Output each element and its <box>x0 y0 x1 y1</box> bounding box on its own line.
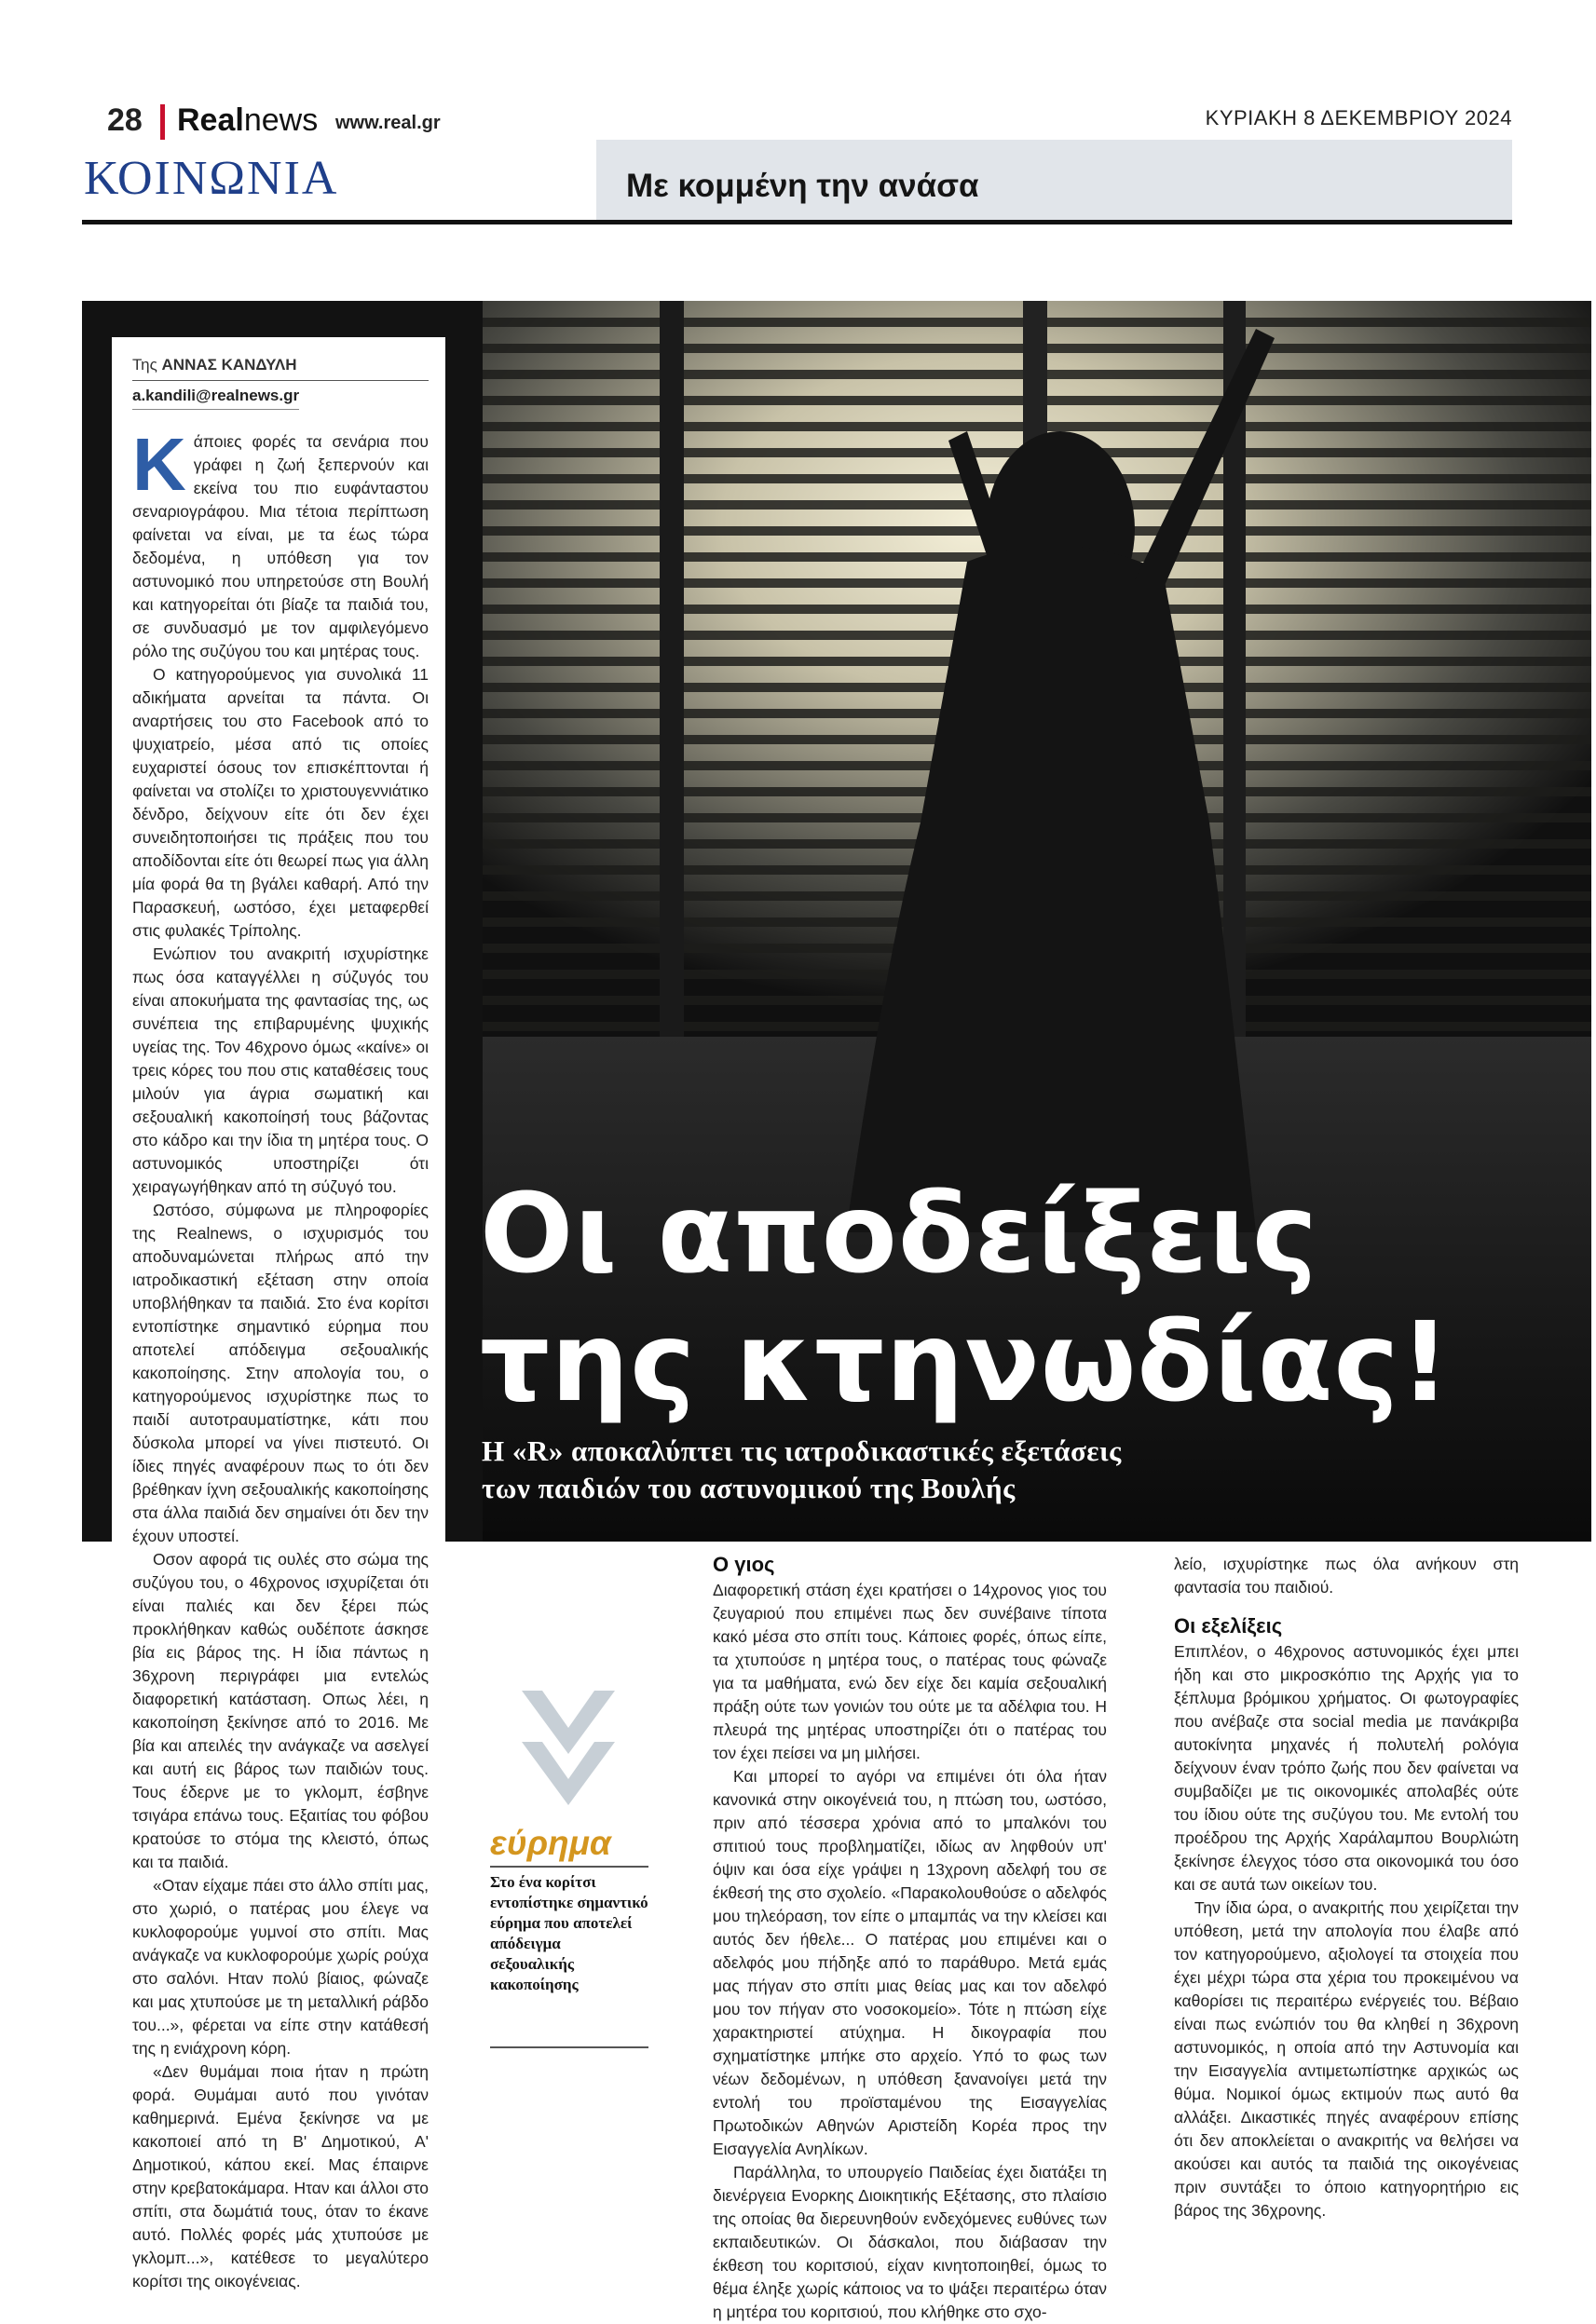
byline <box>132 356 429 381</box>
paragraph <box>132 423 429 663</box>
byline-author: ΑΝΝΑΣ ΚΑΝΔΥΛΗ <box>161 356 297 374</box>
double-chevron-icon <box>522 1691 615 1812</box>
paragraph: Παράλληλα, το υπουργείο Παιδείας έχει διατάξει τη διενέργεια Ενορκης Διοικητικής Εξέτασης, στο πλαίσιο της οποίας θα διερευνηθούν ενδεχόμενες ευθύνες των εκπαιδευτικών. Οι δάσκαλοι, που διάβασαν την έκθεση του κοριτσιού, είχαν κινητοποιηθεί, όμως το θέμα έληξε χωρίς κάποιος να το ψάξει περαιτέρω όταν η μητέρα του κοριτσιού, που κλήθηκε στο σχο- <box>713 2163 1107 2321</box>
pullquote-text: Στο ένα κορίτσι εντοπίστηκε σημαντικό εύρημα που αποτελεί απόδειγμα σεξουαλικής κακοποίησης <box>490 1873 648 1993</box>
paragraph: Ενώπιον του ανακριτή ισχυρίστηκε πως όσα καταγγέλλει η σύζυγός του είναι αποκυήματα της φαντασίας της, ως συνέπεια της επιβαρυμένης ψυχικής υγείας της. Τον 46χρονο όμως «καίνε» οι τρεις κόρες του που στις καταθέσεις τους μιλούν για άγρια σωματική και σεξουαλική κακοποίησή τους βάζοντας στο κάδρο και την ίδια τη μητέρα τους. Ο αστυνομικός υποστηρίζει ότι χειραγωγήθηκαν από τη σύζυγό του. <box>132 945 429 1196</box>
paragraph: Ο κατηγορούμενος για συνολικά 11 αδικήματα αρνείται τα πάντα. Οι αναρτήσεις του στο Facebook από το ψυχιατρείο, μέσα από τις οποίες ευχαριστεί όσους τον επισκέπτονται ή φαίνεται να στολίζει το χριστουγεννιάτικο δένδρο, δείχνουν είτε ότι δεν έχει συνειδητοποιήσει τις πράξεις που του αποδίδονται είτε ότι θεωρεί πως για άλλη μία φορά θα τη βγάλει καθαρή. Από την Παρασκευή, ωστόσο, έχει μεταφερθεί στις φυλακές Τρίπολης. <box>132 665 429 940</box>
headline-line-2: της κτηνωδίας! <box>480 1298 1452 1426</box>
issue-date: ΚΥΡΙΑΚΗ 8 ΔΕΚΕΜΒΡΙΟΥ 2024 <box>1205 106 1512 129</box>
section-title: ΚΟΙΝΩΝΙΑ <box>84 152 339 205</box>
header-divider <box>160 104 165 140</box>
paragraph: «Οταν είχαμε πάει στο άλλο σπίτι μας, στο χωριό, ο πατέρας μου έλεγε να κυκλοφορούμε γυμνοί στο σπίτι. Μας ανάγκαζε να κυκλοφορούμε χωρίς ρούχα στο σαλόνι. Ηταν πολύ βίαιος, φώναζε και μας χτυπούσε με τη μεταλλική ράβδο του...», φέρεται να είπε στην κατάθεσή της η ενιάχρονη κόρη. <box>132 1876 429 2058</box>
headline-line-1: Οι αποδείξεις <box>480 1169 1318 1298</box>
pullquote-rule-bottom <box>490 2046 648 2048</box>
subheadline-line-2: των παιδιών του αστυνομικού της Βουλής <box>482 1472 1016 1504</box>
paragraph: Επιπλέον, ο 46χρονος αστυνομικός έχει μπει ήδη και στο μικροσκόπιο της Αρχής για το ξέπλυμα βρόμικου χρήματος. Οι φωτογραφίες που ανέβαζε στα social media με πανάκριβα αυτοκίνητα μηχανές ή πολυτελή ρολόγια δείχνουν έναν τρόπο ζωής που δεν φαίνεται να συμβαδίζει με τις οικονομικές απολαβές ούτε του ίδιου ούτε της συζύγου του. Με εντολή του προέδρου της Αρχής Χαράλαμπου Βουρλιώτη ξεκίνησε έλεγχος τόσο στα οικονομικά του όσο και σε αυτά των οικείων του. <box>1174 1642 1519 1894</box>
paragraph: Διαφορετική στάση έχει κρατήσει ο 14χρονος γιος του ζευγαριού που επιμένει πως δεν συνέβαινε τίποτα κακό μέσα στο σπίτι τους. Κάποιες φορές, όπως είπε, τα χτυπούσε η μητέρα τους, ο πατέρας τους φώναζε για τα μαθήματα, ενώ δεν είχε δει καμία σεξουαλική πράξη ούτε των γονιών του ούτε με τα αδέλφια του. Η πλευρά της μητέρας υποστηρίζει ότι ο πατέρας του τον έχει πείσει να μη μιλήσει. <box>713 1581 1107 1762</box>
brand-light: news <box>243 102 319 138</box>
subhead-developments: Οι εξελίξεις <box>1174 1614 1283 1638</box>
paragraph: λείο, ισχυρίστηκε πως όλα ανήκουν στη φαντασία του παιδιού. <box>1174 1555 1519 1597</box>
paragraph: «Δεν θυμάμαι ποια ήταν η πρώτη φορά. Θυμάμαι αυτό που γινόταν καθημερινά. Εμένα ξεκίνησε να με κακοποιεί από τη Β' Δημοτικού, Α' Δημοτικού, κάπου εκεί. Μας έπαιρνε στην κρεβατοκάμαρα. Ηταν και άλλοι στο σπίτι, στα δωμάτιά τους, όταν το έκανε αυτό. Πολλές φορές μάς χτυπούσε με γκλομπ...», κατέθεσε το μεγαλύτερο κορίτσι της οικογένειας. <box>132 2062 429 2290</box>
brand-logo <box>177 102 318 139</box>
dropcap: Κ <box>132 423 186 506</box>
paragraph: Οσον αφορά τις ουλές στο σώμα της συζύγου του, ο 46χρονος ισχυρίζεται ότι είναι παλιές και δεν ξέρει πώς προκλήθηκαν καθώς ουδέποτε άσκησε βία εις βάρος της. Η ίδια πάντως η 36χρονη περιγράφει μια εντελώς διαφορετική κατάσταση. Οπως λέει, η κακοποίηση ξεκίνησε από το 2016. Με βία και απειλές την ανάγκαζε να ασελγεί και αυτή εις βάρος των παιδιών τους. Τους έδερνε με το γκλομπ, έσβηνε τσιγάρα επάνω τους. Εξαιτίας του φόβου κρατούσε το στόμα της κλειστό, όπως και τα παιδιά. <box>132 1550 429 1871</box>
subhead-son: Ο γιος <box>713 1553 775 1576</box>
paragraph: Την ίδια ώρα, ο ανακριτής που χειρίζεται την υπόθεση, μετά την απολογία που έλαβε από τον κατηγορούμενο, αξιολογεί τα στοιχεία που έχει μέχρι τώρα στα χέρια του προκειμένου να καθορίσει τις περαιτέρω ενέργειές του. Βέβαιο είναι πως ενώπιόν του θα κληθεί η 36χρονη αστυνομικός, η οποία από την Αστυνομία και την Εισαγγελία αντιμετωπίστηκε αρχικώς ως θύμα. Νομικοί όμως εκτιμούν πως αυτό θα αλλάξει. Δικαστικές πηγές αναφέρουν επίσης ότι δεν αποκλείεται ο ανακριτής να θελήσει να ακούσει και αυτός τα παιδιά της οικογένειας πριν συντάξει το όποιο κατηγορητήριο εις βάρος της 36χρονης. <box>1174 1898 1519 2220</box>
paragraph: Και μπορεί το αγόρι να επιμένει ότι όλα ήταν κανονικά στην οικογένειά του, η πτώση του, ωστόσο, πριν από τέσσερα χρόνια από το μπαλκόνι του σπιτιού τους προβληματίζει, ιδίως αν ληφθούν υπ' όψιν και όσα είχε γράψει η 13χρονη αδελφή του σε έκθεσή της στο σχολείο. «Παρακολουθούσε ο αδελφός μου τηλεόραση, τον είπε ο μπαμπάς να την κλείσει και αυτός δεν ήθελε... Ο πατέρας μου επιμένει και ο αδελφός μου πήδηξε από το παράθυρο. Μετά εμάς μας πήγαν στο σπίτι μιας θείας μας και τον αδελφό μου τον πήγαν στο νοσοκομείο». Τότε η πτώση είχε χαρακτηριστεί ατύχημα. Η δικογραφία που σχηματίστηκε μπήκε στο αρχείο. Υπό το φως των νέων δεδομένων, η υπόθεση ξανανοίγει μετά την εντολή του προϊσταμένου της Εισαγγελίας Πρωτοδικών Αθηνών Αριστείδη Κορέα προς την Εισαγγελία Ανηλίκων. <box>713 1767 1107 2158</box>
right-column <box>1174 1553 1519 2222</box>
right-body <box>1174 1640 1519 2222</box>
headline <box>480 1169 1451 1426</box>
byline-email[interactable]: a.kandili@realnews.gr <box>132 387 299 410</box>
subject-title: Με κομμένη την ανάσα <box>626 168 979 204</box>
pullquote-label: εύρημα <box>490 1824 611 1862</box>
brand-url: www.real.gr <box>335 113 441 133</box>
subheadline-line-1: Η «R» αποκαλύπτει τις ιατροδικαστικές εξετάσεις <box>482 1434 1122 1467</box>
right-body-continuation <box>1174 1553 1519 1599</box>
chevron-down-icon <box>522 1691 615 1816</box>
pullquote-rule-top <box>490 1866 648 1868</box>
brand-bold: Real <box>177 102 244 138</box>
middle-body <box>713 1579 1107 2324</box>
left-body <box>132 423 429 2293</box>
left-column <box>112 337 445 2290</box>
subheadline <box>482 1433 1122 1507</box>
middle-column <box>713 1553 1107 2324</box>
byline-prefix: Της <box>132 356 157 374</box>
paragraph: Ωστόσο, σύμφωνα με πληροφορίες της Realnews, ο ισχυρισμός του αποδυναμώνεται πλήρως από την ιατροδικαστική εξέταση στην οποία υποβλήθηκαν τα παιδιά. Στο ένα κορίτσι εντοπίστηκε σημαντικό εύρημα που αποτελεί απόδειγμα σεξουαλικής κακοποίησης. Στην απολογία του, ο κατηγορούμενος ισχυρίστηκε πως το παιδί αυτοτραυματίστηκε, κάτι που δύσκολα μπορεί να γίνει πιστευτό. Οι ίδιες πηγές αναφέρουν πως το ότι δεν βρέθηκαν ίχνη σεξουαλικής κακοποίησης στα άλλα παιδιά δεν σημαίνει ότι δεν την έχουν υποστεί. <box>132 1201 429 1545</box>
header-rule <box>82 220 1512 224</box>
paragraph-text: άποιες φορές τα σενάρια που γράφει η ζωή ξεπερνούν και εκείνα του πιο ευφάνταστου σεναριογράφου. Μια τέτοια περίπτωση φαίνεται να είναι, με τα έως τώρα δεδομένα, η υπόθεση για τον αστυνομικό που υπηρετούσε στη Βουλή και κατηγορείται ότι βίαζε τα παιδιά του, σε συνδυασμό με τον αμφιλεγόμενο ρόλο της συζύγου του και μητέρας τους. <box>132 432 429 660</box>
page-number: 28 <box>107 102 143 138</box>
